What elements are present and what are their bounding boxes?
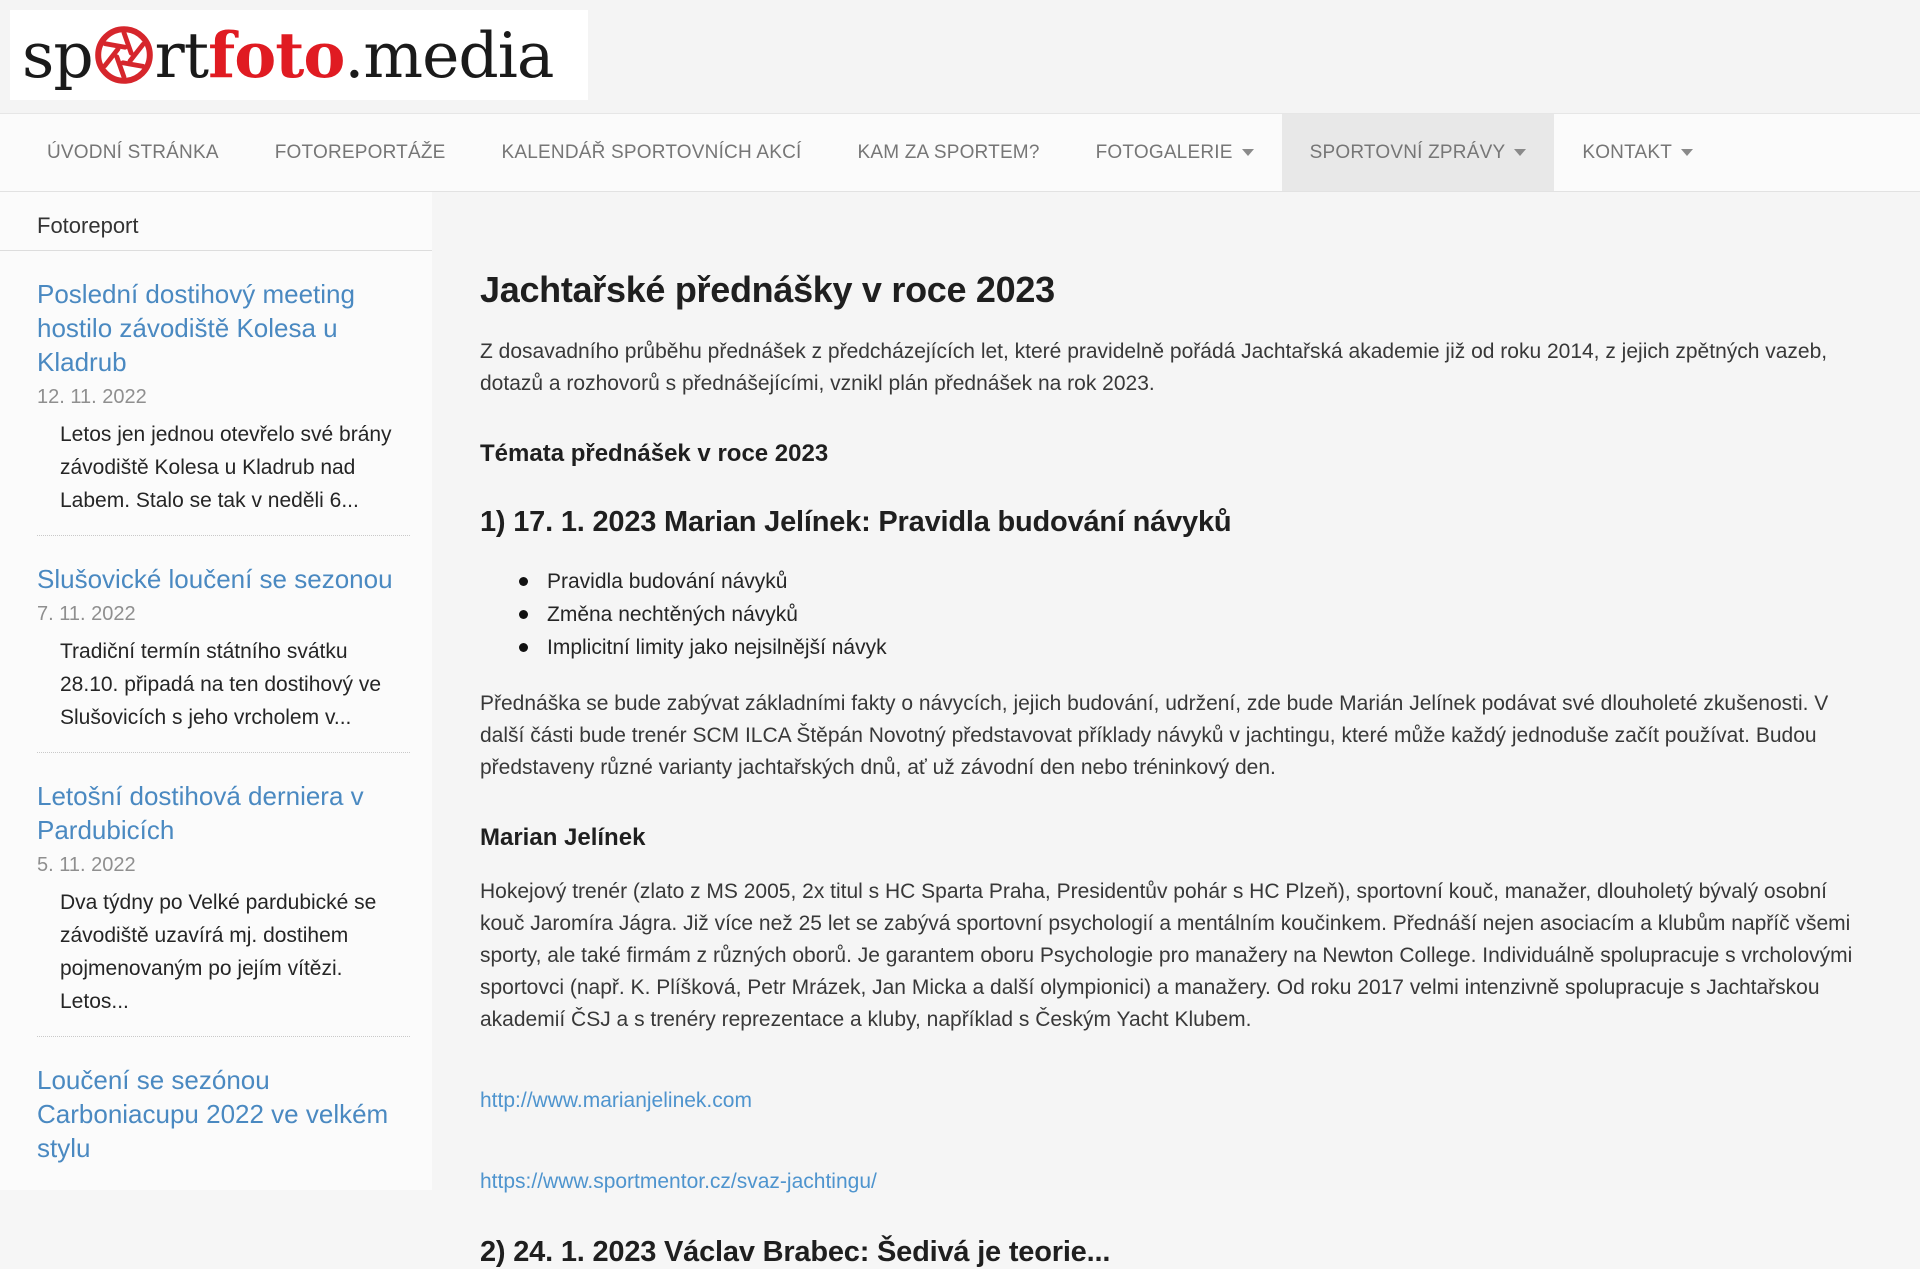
page-header bbox=[0, 0, 1920, 113]
logo-text-sp: sp bbox=[22, 18, 93, 92]
chevron-down-icon bbox=[1681, 149, 1693, 156]
sidebar-article-excerpt: Tradiční termín státního svátku 28.10. připadá na ten dostihový ve Slušovicích s jeho vrcholem v... bbox=[60, 640, 382, 729]
sidebar-article-list bbox=[0, 251, 432, 1183]
logo-text-media: .media bbox=[344, 18, 554, 92]
nav-item-sportovni-zpravy[interactable]: SPORTOVNÍ ZPRÁVY bbox=[1282, 114, 1555, 191]
camera-aperture-icon bbox=[94, 25, 154, 85]
sidebar-article-link[interactable]: Slušovické loučení se sezonou bbox=[37, 564, 393, 594]
nav-item-kontakt[interactable]: KONTAKT bbox=[1554, 114, 1721, 191]
sidebar-article-date: 5. 11. 2022 bbox=[37, 854, 136, 876]
sidebar-article bbox=[37, 1037, 410, 1183]
fotoreport-sidebar bbox=[0, 192, 432, 1190]
nav-item-kalendar-akci[interactable]: KALENDÁŘ SPORTOVNÍCH AKCÍ bbox=[501, 141, 802, 163]
chevron-down-icon bbox=[1242, 149, 1254, 156]
lecture1-description: Přednáška se bude zabývat základními fakty o návycích, jejich budování, udržení, zde bude Marián Jelínek podávat své dlouholeté zkušenosti. V další části bude trenér SCM ILCA Štěpán Novotný představovat příklady návyků v jachtingu, které může každý jednoduše začít používat. Budou představeny různé varianty jachtařských dnů, ať už závodní den nebo tréninkový den. bbox=[480, 692, 1829, 779]
speaker-heading: Marian Jelínek bbox=[480, 824, 646, 851]
sportmentor-link[interactable]: https://www.sportmentor.cz/svaz-jachtingu/ bbox=[480, 1170, 877, 1193]
lecture-topic-list bbox=[519, 565, 1870, 664]
nav-item-fotogalerie[interactable]: FOTOGALERIE bbox=[1068, 114, 1282, 191]
page-title: Jachtařské přednášky v roce 2023 bbox=[480, 269, 1055, 310]
sidebar-article-link[interactable]: Loučení se sezónou Carboniacupu 2022 ve velkém stylu bbox=[37, 1065, 389, 1163]
site-logo[interactable] bbox=[10, 10, 588, 100]
lecture2-heading: 2) 24. 1. 2023 Václav Brabec: Šedivá je teorie... bbox=[480, 1236, 1111, 1268]
article-intro: Z dosavadního průběhu přednášek z předcházejících let, které pravidelně pořádá Jachtařská akademie již od roku 2014, z jejich zpětných vazeb, dotazů a rozhovorů s přednášejícími, vznikl plán přednášek na rok 2023. bbox=[480, 340, 1828, 395]
nav-item-fotoreportaze[interactable]: FOTOREPORTÁŽE bbox=[274, 141, 446, 163]
sidebar-article bbox=[37, 536, 410, 753]
logo-text-rt: rt bbox=[154, 18, 209, 92]
topics-heading: Témata přednášek v roce 2023 bbox=[480, 440, 829, 467]
lecture-topic-item: Změna nechtěných návyků bbox=[519, 598, 1870, 631]
sidebar-article bbox=[37, 753, 410, 1037]
sidebar-article-excerpt: Dva týdny po Velké pardubické se závodiště uzavírá mj. dostihem pojmenovaným po jejím vítězi. Letos... bbox=[60, 891, 377, 1013]
main-nav bbox=[0, 113, 1920, 192]
sidebar-article-link[interactable]: Letošní dostihová derniera v Pardubicích bbox=[37, 781, 364, 845]
lecture-topic-item: Pravidla budování návyků bbox=[519, 565, 1870, 598]
lecture1-heading: 1) 17. 1. 2023 Marian Jelínek: Pravidla budování návyků bbox=[480, 506, 1232, 538]
sidebar-article-date: 12. 11. 2022 bbox=[37, 386, 147, 408]
sidebar-title: Fotoreport bbox=[0, 192, 432, 251]
nav-item-uvodni-stranka[interactable]: ÚVODNÍ STRÁNKA bbox=[47, 141, 219, 163]
speaker-website-link[interactable]: http://www.marianjelinek.com bbox=[480, 1089, 752, 1112]
sidebar-article bbox=[37, 251, 410, 536]
sidebar-article-excerpt: Letos jen jednou otevřelo své brány závodiště Kolesa u Kladrub nad Labem. Stalo se tak v neděli 6... bbox=[60, 423, 392, 512]
speaker-bio: Hokejový trenér (zlato z MS 2005, 2x titul s HC Sparta Praha, Presidentův pohár s HC Plzeň), sportovní kouč, manažer, dlouholetý bývalý osobní kouč Jaromíra Jágra. Již více než 25 let se zabývá sportovní psychologií a mentálním koučinkem. Přednáší nejen asociacím a klubům napříč všemi sporty, ale také firmám z různých oborů. Je garantem oboru Psychologie pro manažery na Newton College. Individuálně spolupracuje s vrcholovými sportovci (např. K. Plíšková, Petr Mrázek, Jan Micka a další olympionici) a manažery. Od roku 2017 velmi intenzivně spolupracuje s Jachtařskou akademií ČSJ a s trenéry reprezentace a kluby, například s Českým Yacht Klubem. bbox=[480, 880, 1853, 1031]
chevron-down-icon bbox=[1514, 149, 1526, 156]
sidebar-article-date: 7. 11. 2022 bbox=[37, 603, 136, 625]
logo-text-foto: foto bbox=[208, 18, 345, 92]
article-content bbox=[432, 192, 1920, 1268]
nav-item-kam-za-sportem[interactable]: KAM ZA SPORTEM? bbox=[857, 141, 1040, 163]
lecture-topic-item: Implicitní limity jako nejsilnější návyk bbox=[519, 631, 1870, 664]
sidebar-article-link[interactable]: Poslední dostihový meeting hostilo závodiště Kolesa u Kladrub bbox=[37, 279, 355, 377]
